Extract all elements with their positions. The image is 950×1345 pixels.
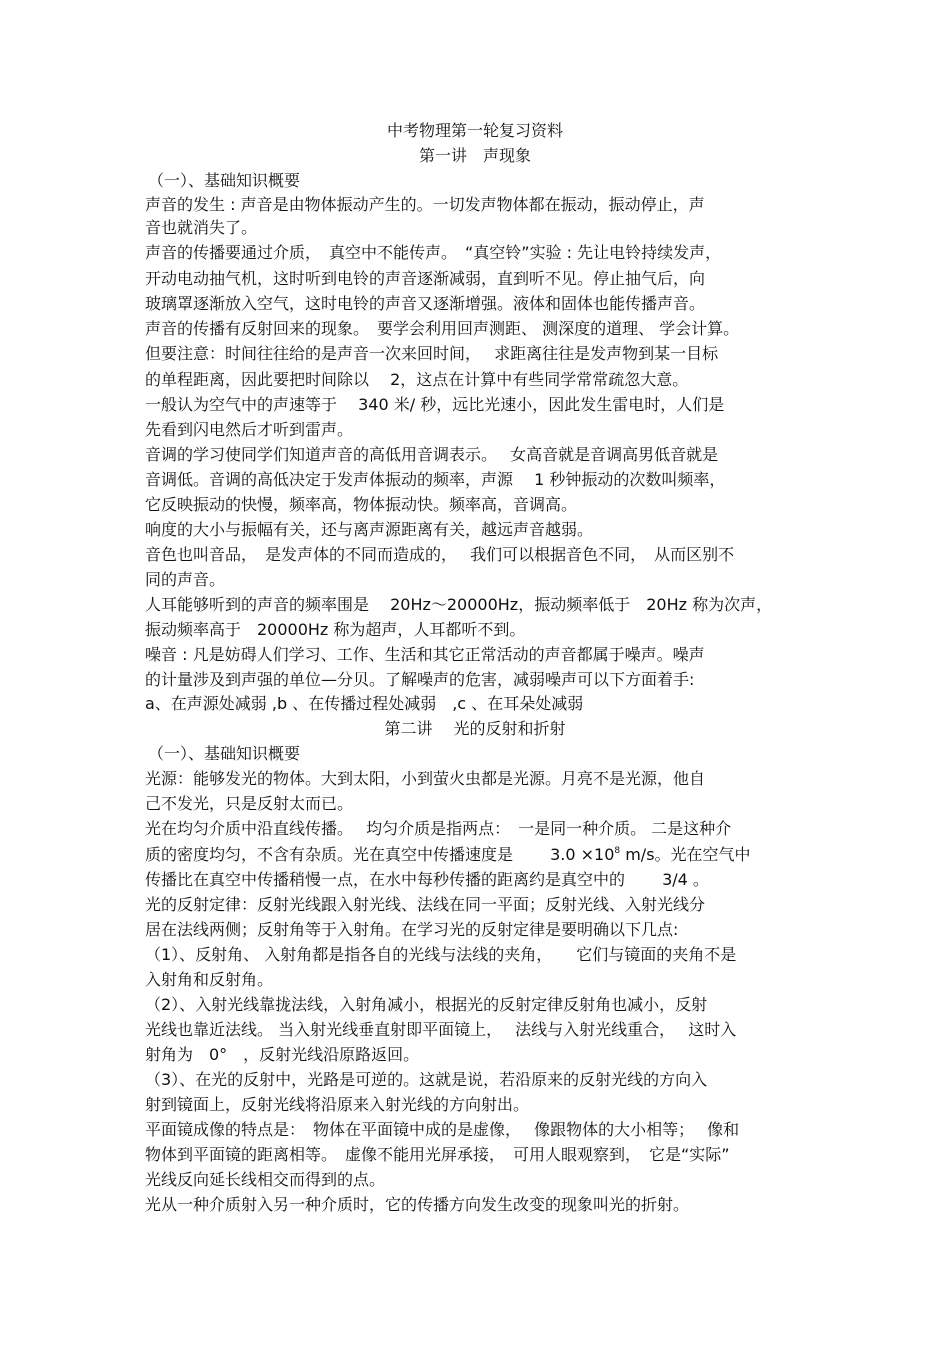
paragraph-line: 光从一种介质射入另一种介质时，它的传播方向发生改变的现象叫光的折射。 bbox=[145, 1195, 690, 1214]
paragraph-line: 音也就消失了。 bbox=[145, 218, 258, 237]
paragraph-line: 它反映振动的快慢，频率高，物体振动快。频率高，音调高。 bbox=[145, 495, 578, 514]
paragraph-line: 光源：能够发光的物体。大到太阳，小到萤火虫都是光源。月亮不是光源，他自 bbox=[145, 769, 706, 788]
paragraph-line: （3）、在光的反射中，光路是可逆的。这就是说，若沿原来的反射光线的方向入 bbox=[145, 1070, 708, 1089]
paragraph-line: 声音的传播有反射回来的现象。 要学会利用回声测距、 测深度的道理、 学会计算。 bbox=[145, 319, 740, 338]
paragraph-line: 振动频率高于 20000Hz 称为超声，人耳都听不到。 bbox=[145, 620, 526, 639]
paragraph-line: 声音的传播要通过介质， 真空中不能传声。 “真空铃”实验 : 先让电铃持续发声， bbox=[145, 243, 722, 262]
paragraph-line: 响度的大小与振幅有关，还与离声源距离有关，越远声音越弱。 bbox=[145, 520, 594, 539]
paragraph-line: 光的反射定律：反射光线跟入射光线、法线在同一平面；反射光线、入射光线分 bbox=[145, 895, 706, 914]
paragraph-line: 的计量涉及到声强的单位—分贝。了解噪声的危害，减弱噪声可以下方面着手: bbox=[145, 670, 695, 689]
paragraph-line: 平面镜成像的特点是： 物体在平面镜中成的是虚像， 像跟物体的大小相等； 像和 bbox=[145, 1120, 740, 1139]
paragraph-line: 玻璃罩逐渐放入空气，这时电铃的声音又逐渐增强。液体和固体也能传播声音。 bbox=[145, 294, 706, 313]
paragraph-line: （2）、入射光线靠拢法线，入射角减小，根据光的反射定律反射角也减小，反射 bbox=[145, 995, 708, 1014]
paragraph-line: 传播比在真空中传播稍慢一点，在水中每秒传播的距离约是真空中的 3/4 。 bbox=[145, 870, 709, 889]
document-title: 中考物理第一轮复习资料 bbox=[386, 121, 563, 140]
lecture2-heading: 第二讲 光的反射和折射 bbox=[384, 719, 566, 738]
paragraph-line: 音调低。音调的高低决定于发声体振动的频率，声源 1 秒钟振动的次数叫频率， bbox=[145, 470, 726, 489]
paragraph-line: （1）、反射角、 入射角都是指各自的光线与法线的夹角， 它们与镜面的夹角不是 bbox=[145, 945, 737, 964]
paragraph-line: 人耳能够听到的声音的频率围是 20Hz～20000Hz，振动频率低于 20Hz 称为次声， bbox=[145, 595, 773, 614]
paragraph-line: 音调的学习使同学们知道声音的高低用音调表示。 女高音就是音调高男低音就是 bbox=[145, 445, 719, 464]
exponent: 8 bbox=[614, 846, 621, 856]
paragraph-line: 射角为 0° ，反射光线沿原路返回。 bbox=[145, 1045, 420, 1064]
paragraph-line: 一般认为空气中的声速等于 340 米/ 秒，远比光速小，因此发生雷电时，人们是 bbox=[145, 395, 725, 414]
paragraph-line: 开动电动抽气机，这时听到电铃的声音逐渐减弱，直到听不见。停止抽气后，向 bbox=[145, 269, 706, 288]
paragraph-line: 的单程距离，因此要把时间除以 2，这点在计算中有些同学常常疏忽大意。 bbox=[145, 370, 689, 389]
text-segment: m/s。光在空气中 bbox=[620, 845, 751, 864]
paragraph-line: 光在均匀介质中沿直线传播。 均匀介质是指两点： 一是同一种介质。 二是这种介 bbox=[145, 819, 732, 838]
paragraph-line: 居在法线两侧；反射角等于入射角。在学习光的反射定律是要明确以下几点: bbox=[145, 920, 679, 939]
paragraph-line: 噪音 : 凡是妨碍人们学习、工作、生活和其它正常活动的声音都属于噪声。噪声 bbox=[145, 645, 705, 664]
paragraph-line: 音色也叫音品， 是发声体的不同而造成的， 我们可以根据音色不同， 从而区别不 bbox=[145, 545, 735, 564]
paragraph-line: 己不发光，只是反射太而已。 bbox=[145, 794, 354, 813]
paragraph-line: 光线也靠近法线。 当入射光线垂直射即平面镜上， 法线与入射光线重合， 这时入 bbox=[145, 1020, 737, 1039]
text-segment: 质的密度均匀，不含有杂质。光在真空中传播速度是 3.0 ×10 bbox=[145, 845, 615, 864]
paragraph-line: 但要注意：时间往往给的是声音一次来回时间， 求距离往往是发声物到某一目标 bbox=[145, 344, 719, 363]
lecture1-subheading: （一）、基础知识概要 bbox=[148, 171, 301, 190]
paragraph-line: 光线反向延长线相交而得到的点。 bbox=[145, 1170, 386, 1189]
paragraph-line: 入射角和反射角。 bbox=[145, 970, 274, 989]
paragraph-line: 物体到平面镜的距离相等。 虚像不能用光屏承接， 可用人眼观察到， 它是“实际” bbox=[145, 1145, 730, 1164]
paragraph-line: 声音的发生 : 声音是由物体振动产生的。一切发声物体都在振动，振动停止，声 bbox=[145, 195, 705, 214]
paragraph-line: a、在声源处减弱 ,b 、在传播过程处减弱 ,c 、在耳朵处减弱 bbox=[145, 694, 584, 713]
lecture2-subheading: （一）、基础知识概要 bbox=[148, 744, 301, 763]
lecture1-heading: 第一讲 声现象 bbox=[418, 146, 531, 165]
paragraph-line: 同的声音。 bbox=[145, 570, 226, 589]
paragraph-line: 射到镜面上，反射光线将沿原来入射光线的方向射出。 bbox=[145, 1095, 530, 1114]
paragraph-line bbox=[145, 845, 751, 865]
paragraph-line: 先看到闪电然后才听到雷声。 bbox=[145, 420, 354, 439]
